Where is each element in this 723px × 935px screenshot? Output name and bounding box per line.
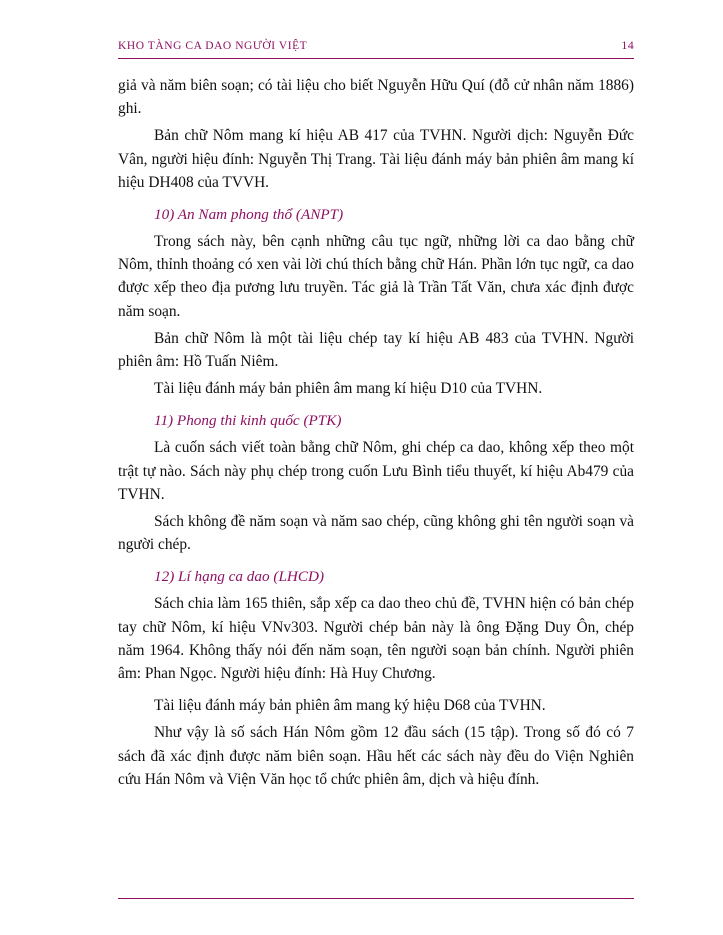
header-divider: [118, 58, 634, 59]
footer-divider: [118, 898, 634, 899]
paragraph: Như vậy là số sách Hán Nôm gồm 12 đầu sách (15 tập). Trong số đó có 7 sách đã xác định được năm biên soạn. Hầu hết các sách này đều do Viện Nghiên cứu Hán Nôm và Viện Văn học tổ chức phiên âm, dịch và hiệu đính.: [118, 724, 634, 788]
paragraph: Sách chia làm 165 thiên, sắp xếp ca dao theo chủ đề, TVHN hiện có bản chép tay chữ Nôm, kí hiệu VNv303. Người chép bản này là ông Đặng Duy Ôn, chép năm 1964. Không thấy nói đến năm soạn, tên người soạn bản chính. Người phiên âm: Phan Ngọc. Người hiệu đính: Hà Huy Chương.: [118, 595, 634, 683]
book-title: KHO TÀNG CA DAO NGƯỜI VIỆT: [118, 40, 308, 52]
paragraph: Bản chữ Nôm là một tài liệu chép tay kí hiệu AB 483 của TVHN. Người phiên âm: Hồ Tuấn Niêm.: [118, 329, 634, 371]
page-content: [118, 74, 634, 791]
page-header: [118, 38, 634, 53]
section-heading-12: 12) Lí hạng ca dao (LHCD): [154, 568, 325, 586]
paragraph: Trong sách này, bên cạnh những câu tục ngữ, những lời ca dao bằng chữ Nôm, thỉnh thoảng có xen vài lời chú thích bằng chữ Hán. Phần lớn tục ngữ, ca dao được xếp theo địa pương lưu truyền. Tác giả là Trần Tất Văn, chưa xác định được năm soạn.: [118, 233, 634, 320]
paragraph: Sách không đề năm soạn và năm sao chép, cũng không ghi tên người soạn và người chép.: [118, 513, 634, 554]
section-heading-10: 10) An Nam phong thổ (ANPT): [154, 206, 344, 224]
paragraph: Là cuốn sách viết toàn bằng chữ Nôm, ghi chép ca dao, không xếp theo một trật tự nào. Sách này phụ chép trong cuốn Lưu Bình tiểu thuyết, kí hiệu Ab479 của TVHN.: [118, 439, 634, 503]
paragraph-continuation: giả và năm biên soạn; có tài liệu cho biết Nguyễn Hữu Quí (đỗ cử nhân năm 1886) ghi.: [118, 77, 634, 118]
paragraph: Bản chữ Nôm mang kí hiệu AB 417 của TVHN. Người dịch: Nguyễn Đức Vân, người hiệu đính: Nguyễn Thị Trang. Tài liệu đánh máy bản phiên âm mang kí hiệu DH408 của TVVH.: [118, 127, 634, 191]
page-number: 14: [621, 38, 634, 52]
section-heading-11: 11) Phong thi kinh quốc (PTK): [154, 412, 342, 430]
paragraph: Tài liệu đánh máy bản phiên âm mang kí hiệu D10 của TVHN.: [154, 380, 543, 398]
paragraph: Tài liệu đánh máy bản phiên âm mang ký hiệu D68 của TVHN.: [154, 697, 546, 715]
